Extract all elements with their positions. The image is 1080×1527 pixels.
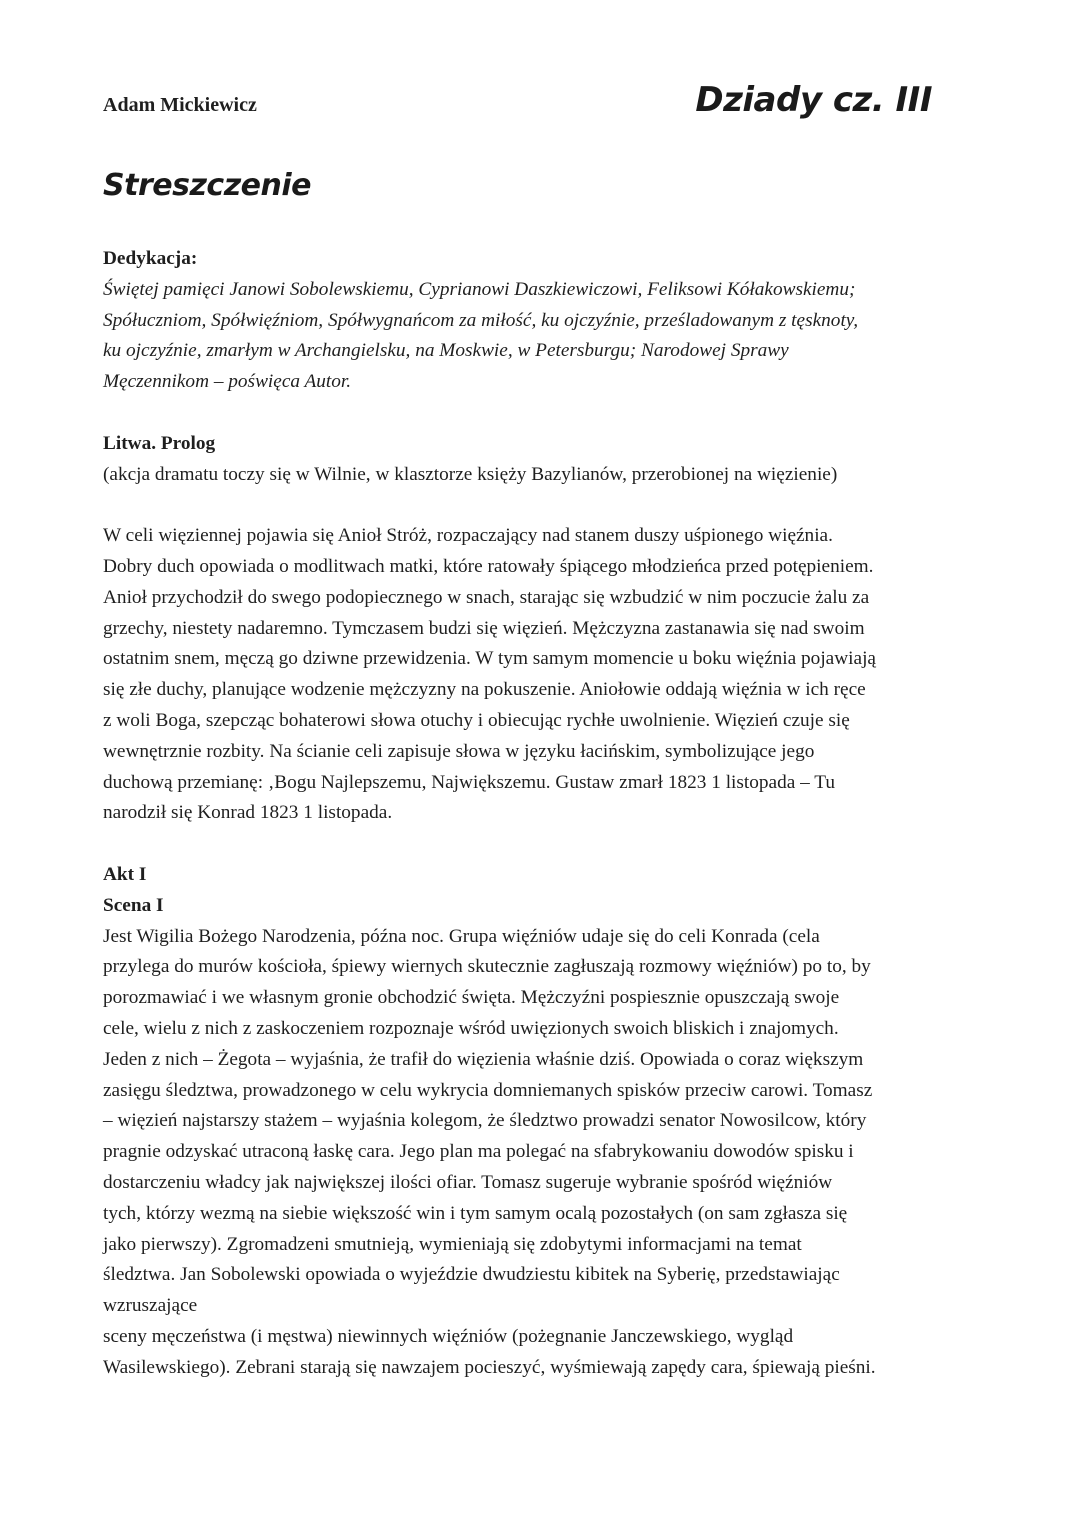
act1-line: Jeden z nich – Żegota – wyjaśnia, że trafił do więzienia właśnie dziś. Opowiada o coraz większym <box>103 1048 864 1070</box>
prolog-line: grzechy, niestety nadaremno. Tymczasem budzi się więzień. Mężczyzna zastanawia się nad swoim <box>103 617 865 639</box>
act1-line: zasięgu śledztwa, prowadzonego w celu wykrycia domniemanych spisków przeciw carowi. Tomasz <box>103 1079 873 1101</box>
dedication-line: Spółuczniom, Spółwięźniom, Spółwygnańcom za miłość, ku ojczyźnie, prześladowanym z tęsknoty, <box>103 309 859 331</box>
prolog-line: się złe duchy, planujące wodzenie mężczyzny na pokuszenie. Aniołowie oddają więźnia w ich ręce <box>103 679 866 701</box>
act1-line: tych, którzy wezmą na siebie większość win i tym samym ocalą pozostałych (on sam zgłasza się <box>103 1202 848 1224</box>
prolog-line: W celi więziennej pojawia się Anioł Stróż, rozpaczający nad stanem duszy uśpionego więźnia. <box>103 525 833 547</box>
prolog-line: narodził się Konrad 1823 1 listopada. <box>103 802 393 824</box>
act1-line: sceny męczeństwa (i męstwa) niewinnych więźniów (pożegnanie Janczewskiego, wygląd <box>103 1325 794 1347</box>
prolog-line: wewnętrznie rozbity. Na ścianie celi zapisuje słowa w języku łacińskim, symbolizujące jego <box>103 740 815 762</box>
prolog-line: Dobry duch opowiada o modlitwach matki, które ratowały śpiącego młodzieńca przed potępieniem. <box>103 555 874 577</box>
prolog-note: (akcja dramatu toczy się w Wilnie, w klasztorze księży Bazylianów, przerobionej na więzienie) <box>103 463 838 485</box>
act-heading: Akt I <box>103 863 147 885</box>
author-name: Adam Mickiewicz <box>103 94 257 116</box>
dedication-line: Świętej pamięci Janowi Sobolewskiemu, Cyprianowi Daszkiewiczowi, Feliksowi Kółakowskiemu; <box>103 278 856 300</box>
prolog-line: duchową przemianę: ‚Bogu Najlepszemu, Największemu. Gustaw zmarł 1823 1 listopada – Tu <box>103 771 835 793</box>
dedication-line: Męczennikom – poświęca Autor. <box>103 371 352 393</box>
work-title: Dziady cz. III <box>695 80 932 120</box>
scene-heading: Scena I <box>103 894 164 916</box>
prolog-heading: Litwa. Prolog <box>103 432 216 454</box>
act1-line: – więzień najstarszy stażem – wyjaśnia kolegom, że śledztwo prowadzi senator Nowosilcow, który <box>103 1110 867 1132</box>
act1-line: Wasilewskiego). Zebrani starają się nawzajem pocieszyć, wyśmiewają zapędy cara, śpiewają pieśni. <box>103 1356 876 1378</box>
act1-line: pragnie odzyskać utraconą łaskę cara. Jego plan ma polegać na sfabrykowaniu dowodów spisku i <box>103 1141 854 1163</box>
document-body <box>103 244 988 1383</box>
prolog-line: ostatnim snem, męczą go dziwne przewidzenia. W tym samym momencie u boku więźnia pojawiają <box>103 648 876 670</box>
prolog-line: z woli Boga, szepcząc bohaterowi słowa otuchy i obiecując rychłe uwolnienie. Więzień czuje się <box>103 709 850 731</box>
prolog-section <box>103 429 988 829</box>
act1-section <box>103 860 988 1384</box>
act1-line: porozmawiać i we własnym gronie obchodzić święta. Mężczyźni pospiesznie opuszczają swoje <box>103 987 840 1009</box>
act1-line: jako pierwszy). Zgromadzeni smutnieją, wymieniają się zdobytymi informacjami na temat <box>103 1233 802 1255</box>
dedication-heading: Dedykacja: <box>103 248 198 269</box>
act1-line: śledztwa. Jan Sobolewski opowiada o wyjeździe dwudziestu kibitek na Syberię, przedstawiając <box>103 1264 840 1286</box>
act1-line: przylega do murów kościoła, śpiewy wiernych skutecznie zagłuszają rozmowy więźniów) po to, by <box>103 956 871 978</box>
act1-line: wzruszające <box>103 1295 198 1317</box>
act1-line: dostarczeniu władcy jak największej ilości ofiar. Tomasz sugeruje wybranie spośród więźniów <box>103 1171 833 1193</box>
dedication-line: ku ojczyźnie, zmarłym w Archangielsku, na Moskwie, w Petersburgu; Narodowej Sprawy <box>103 340 789 362</box>
act1-line: cele, wielu z nich z zaskoczeniem rozpoznaje wśród uwięzionych swoich bliskich i znajomych. <box>103 1017 839 1039</box>
act1-line: Jest Wigilia Bożego Narodzenia, późna noc. Grupa więźniów udaje się do celi Konrada (cela <box>103 925 820 947</box>
section-title: Streszczenie <box>103 168 311 203</box>
prolog-line: Anioł przychodził do swego podopiecznego w snach, starając się wzbudzić w nim poczucie żalu za <box>103 586 870 608</box>
dedication-section <box>103 244 988 398</box>
